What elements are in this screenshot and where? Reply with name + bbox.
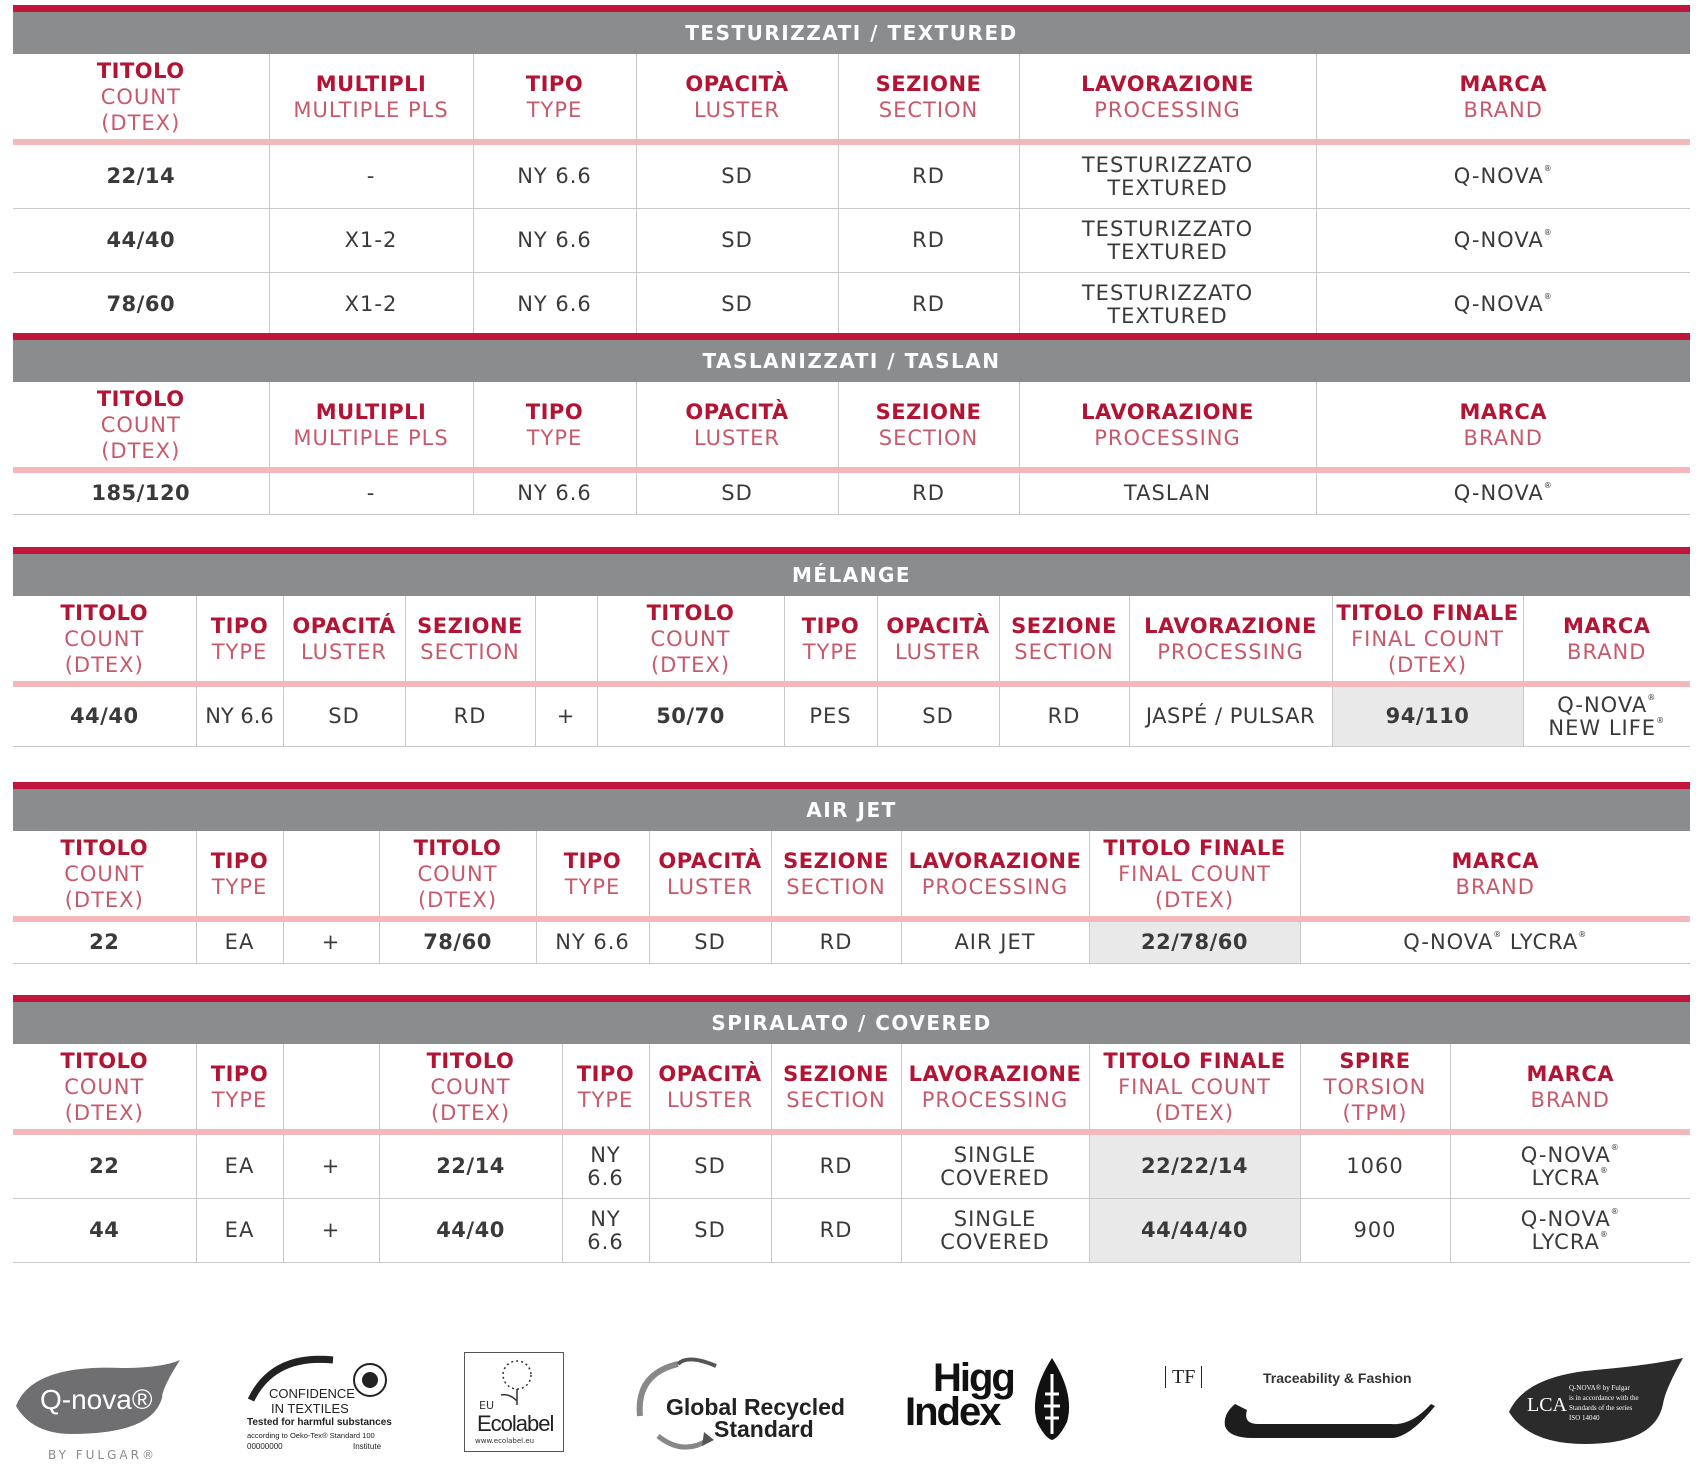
cell-count: 78/60: [13, 273, 269, 337]
cell-count-2: 78/60: [379, 919, 536, 964]
cell-type-2: PES: [784, 684, 877, 747]
col-count-2: TITOLO COUNT (DTEX): [379, 831, 536, 919]
col-final-count: TITOLO FINALE FINAL COUNT (DTEX): [1332, 596, 1523, 684]
cell-brand: Q-NOVA® LYCRA®: [1450, 1199, 1690, 1263]
header-row: [13, 382, 1690, 470]
cell-final-count: 44/44/40: [1089, 1199, 1300, 1263]
cell-processing: AIR JET: [901, 919, 1089, 964]
col-multiple: MULTIPLI MULTIPLE PLS: [269, 382, 473, 470]
cell-processing: TESTURIZZATO TEXTURED: [1019, 209, 1316, 273]
cell-section: RD: [838, 273, 1019, 337]
cell-luster: SD: [636, 470, 838, 515]
table-row: [13, 919, 1690, 964]
cell-brand: Q-NOVA® NEW LIFE®: [1523, 684, 1690, 747]
cell-type: NY 6.6: [473, 209, 636, 273]
certification-logos: [0, 1340, 1700, 1470]
cell-plus: +: [283, 1132, 379, 1199]
cell-count: 22: [13, 1132, 196, 1199]
section-taslan: [13, 333, 1690, 515]
col-section: SEZIONE SECTION: [838, 54, 1019, 142]
col-count: TITOLO COUNT (DTEX): [13, 1044, 196, 1132]
col-final-count: TITOLO FINALE FINAL COUNT (DTEX): [1089, 1044, 1300, 1132]
table-row: [13, 684, 1690, 747]
col-processing: LAVORAZIONE PROCESSING: [901, 831, 1089, 919]
header-row: [13, 54, 1690, 142]
cell-type: EA: [196, 1132, 283, 1199]
cell-luster: SD: [636, 209, 838, 273]
covered-table: [13, 1044, 1690, 1263]
col-luster: OPACITÀ LUSTER: [636, 382, 838, 470]
col-type: TIPO TYPE: [196, 831, 283, 919]
cell-type: NY 6.6: [473, 273, 636, 337]
table-row: [13, 470, 1690, 515]
section-title: AIR JET: [13, 782, 1690, 831]
table-row: [13, 1132, 1690, 1199]
cell-count-2: 22/14: [379, 1132, 562, 1199]
higg-index-logo: Higg Index: [905, 1354, 1075, 1454]
col-type: TIPO TYPE: [196, 596, 283, 684]
cell-brand: Q-NOVA®: [1316, 470, 1690, 515]
table-row: [13, 273, 1690, 337]
cell-count-2: 44/40: [379, 1199, 562, 1263]
header-row: [13, 596, 1690, 684]
cell-multiple: X1-2: [269, 209, 473, 273]
qnova-logo: Q-nova® BY FULGAR®: [12, 1358, 182, 1468]
table-row: [13, 209, 1690, 273]
cell-plus: +: [283, 919, 379, 964]
cell-brand: Q-NOVA® LYCRA®: [1450, 1132, 1690, 1199]
grs-logo: Global Recycled Standard: [628, 1356, 848, 1456]
cell-section-2: RD: [999, 684, 1129, 747]
cell-count: 22/14: [13, 142, 269, 209]
col-luster-2: OPACITÀ LUSTER: [877, 596, 999, 684]
cell-torsion: 900: [1300, 1199, 1450, 1263]
textured-table: [13, 54, 1690, 337]
cell-plus: +: [283, 1199, 379, 1263]
taslan-table: [13, 382, 1690, 515]
col-brand: MARCA BRAND: [1450, 1044, 1690, 1132]
cell-count: 44/40: [13, 684, 196, 747]
cell-processing: SINGLE COVERED: [901, 1132, 1089, 1199]
cell-processing: JASPÉ / PULSAR: [1129, 684, 1332, 747]
cell-section: RD: [838, 142, 1019, 209]
cell-count: 44: [13, 1199, 196, 1263]
cell-luster: SD: [636, 273, 838, 337]
col-processing: LAVORAZIONE PROCESSING: [901, 1044, 1089, 1132]
ecolabel-logo: EU Ecolabel www.ecolabel.eu: [464, 1352, 564, 1452]
cell-multiple: X1-2: [269, 273, 473, 337]
traceability-fashion-logo: TF Traceability & Fashion: [1143, 1366, 1443, 1456]
col-section-2: SEZIONE SECTION: [999, 596, 1129, 684]
col-multiple: MULTIPLI MULTIPLE PLS: [269, 54, 473, 142]
cell-section: RD: [838, 470, 1019, 515]
cell-type-2: NY 6.6: [562, 1199, 649, 1263]
cell-count: 22: [13, 919, 196, 964]
cell-count-2: 50/70: [597, 684, 784, 747]
col-section: SEZIONE SECTION: [771, 1044, 901, 1132]
cell-type: EA: [196, 919, 283, 964]
cell-type: NY 6.6: [196, 684, 283, 747]
cell-brand: Q-NOVA® LYCRA®: [1300, 919, 1690, 964]
cell-section: RD: [771, 1132, 901, 1199]
col-section: SEZIONE SECTION: [771, 831, 901, 919]
col-torsion: SPIRE TORSION (TPM): [1300, 1044, 1450, 1132]
cell-luster-2: SD: [877, 684, 999, 747]
col-final-count: TITOLO FINALE FINAL COUNT (DTEX): [1089, 831, 1300, 919]
cell-type-2: NY 6.6: [562, 1132, 649, 1199]
col-type: TIPO TYPE: [196, 1044, 283, 1132]
col-type: TIPO TYPE: [473, 54, 636, 142]
cell-final-count: 94/110: [1332, 684, 1523, 747]
section-title: TASLANIZZATI / TASLAN: [13, 333, 1690, 382]
cell-type: EA: [196, 1199, 283, 1263]
cell-section: RD: [838, 209, 1019, 273]
col-type-2: TIPO TYPE: [784, 596, 877, 684]
col-processing: LAVORAZIONE PROCESSING: [1129, 596, 1332, 684]
col-brand: MARCA BRAND: [1523, 596, 1690, 684]
col-plus: [283, 1044, 379, 1132]
cell-plus: +: [535, 684, 597, 747]
cell-processing: TASLAN: [1019, 470, 1316, 515]
airjet-table: [13, 831, 1690, 964]
cell-final-count: 22/22/14: [1089, 1132, 1300, 1199]
lca-logo: LCA Q-NOVA® by Fulgar is in accordance with the Standards of the series ISO 14040: [1505, 1356, 1685, 1456]
cell-luster: SD: [649, 1199, 771, 1263]
cell-processing: TESTURIZZATO TEXTURED: [1019, 273, 1316, 337]
cell-type: NY 6.6: [473, 142, 636, 209]
col-plus: [535, 596, 597, 684]
cell-section: RD: [771, 1199, 901, 1263]
section-title: TESTURIZZATI / TEXTURED: [13, 5, 1690, 54]
higg-leaf-icon: [1027, 1354, 1077, 1444]
col-luster: OPACITÀ LUSTER: [649, 831, 771, 919]
cell-luster: SD: [649, 919, 771, 964]
cell-count: 44/40: [13, 209, 269, 273]
oeko-tex-logo: CONFIDENCE IN TEXTILES Tested for harmful substances according to Oeko-Tex® Standard 100 00000000 Institute: [243, 1352, 403, 1462]
col-count: TITOLO COUNT (DTEX): [13, 831, 196, 919]
section-melange: [13, 547, 1690, 747]
tf-swoosh-icon: [1143, 1384, 1443, 1454]
col-brand: MARCA BRAND: [1316, 382, 1690, 470]
section-title: MÉLANGE: [13, 547, 1690, 596]
col-brand: MARCA BRAND: [1300, 831, 1690, 919]
col-type-2: TIPO TYPE: [536, 831, 649, 919]
col-luster: OPACITÀ LUSTER: [636, 54, 838, 142]
col-count-2: TITOLO COUNT (DTEX): [379, 1044, 562, 1132]
cell-torsion: 1060: [1300, 1132, 1450, 1199]
cell-brand: Q-NOVA®: [1316, 209, 1690, 273]
section-airjet: [13, 782, 1690, 964]
col-count: TITOLO COUNT (DTEX): [13, 382, 269, 470]
col-luster: OPACITÁ LUSTER: [283, 596, 405, 684]
cell-section: RD: [771, 919, 901, 964]
cell-processing: SINGLE COVERED: [901, 1199, 1089, 1263]
col-section: SEZIONE SECTION: [405, 596, 535, 684]
cell-type-2: NY 6.6: [536, 919, 649, 964]
cell-processing: TESTURIZZATO TEXTURED: [1019, 142, 1316, 209]
col-section: SEZIONE SECTION: [838, 382, 1019, 470]
col-count: TITOLO COUNT (DTEX): [13, 596, 196, 684]
col-type: TIPO TYPE: [473, 382, 636, 470]
cell-luster: SD: [636, 142, 838, 209]
cell-final-count: 22/78/60: [1089, 919, 1300, 964]
cell-brand: Q-NOVA®: [1316, 142, 1690, 209]
melange-table: [13, 596, 1690, 747]
table-row: [13, 142, 1690, 209]
header-row: [13, 831, 1690, 919]
cell-multiple: -: [269, 470, 473, 515]
cell-type: NY 6.6: [473, 470, 636, 515]
col-luster: OPACITÀ LUSTER: [649, 1044, 771, 1132]
col-processing: LAVORAZIONE PROCESSING: [1019, 54, 1316, 142]
section-covered: [13, 995, 1690, 1263]
col-processing: LAVORAZIONE PROCESSING: [1019, 382, 1316, 470]
col-count: TITOLO COUNT (DTEX): [13, 54, 269, 142]
section-textured: [13, 5, 1690, 337]
table-row: [13, 1199, 1690, 1263]
cell-luster: SD: [649, 1132, 771, 1199]
col-count-2: TITOLO COUNT (DTEX): [597, 596, 784, 684]
cell-count: 185/120: [13, 470, 269, 515]
cell-brand: Q-NOVA®: [1316, 273, 1690, 337]
col-brand: MARCA BRAND: [1316, 54, 1690, 142]
cell-section: RD: [405, 684, 535, 747]
cell-luster: SD: [283, 684, 405, 747]
header-row: [13, 1044, 1690, 1132]
col-plus: [283, 831, 379, 919]
section-title: SPIRALATO / COVERED: [13, 995, 1690, 1044]
cell-multiple: -: [269, 142, 473, 209]
col-type-2: TIPO TYPE: [562, 1044, 649, 1132]
